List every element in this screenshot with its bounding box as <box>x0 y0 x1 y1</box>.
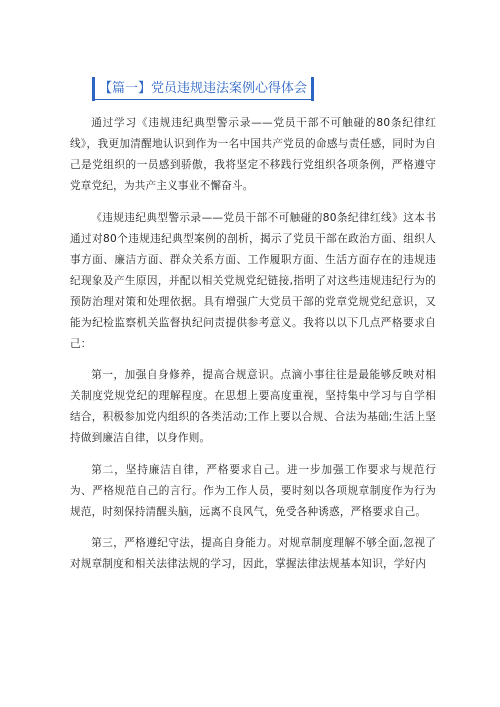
document-body <box>70 113 436 586</box>
paragraph-book-summary: 《违规违纪典型警示录——党员干部不可触碰的80条纪律红线》这本书通过对80个违规违纪典型案例的剖析，揭示了党员干部在政治方面、组织人事方面、廉洁方面、群众关系方面、工作履职方面、生活方面存在的违规违纪现象及产生原因，并配以相关党规党纪链接,指明了对这些违规违纪行为的预防治理对策和处理依据。具有增强广大党员干部的党章党规党纪意识，又能为纪检监察机关监督执纪问责提供参考意义。我将以以下几点严格要求自己： <box>70 211 436 350</box>
paragraph-intro: 通过学习《违规违纪典型警示录——党员干部不可触碰的80条纪律红线》，我更加清醒地认识到作为一名中国共产党员的命感与责任感，同时为自己是党组织的一员感到骄傲，我将坚定不移践行党组织各项条例，严格遵守党章党纪，为共产主义事业不懈奋斗。 <box>70 117 436 192</box>
paragraph-point-two: 第二，坚持廉洁自律，严格要求自己。进一步加强工作要求与规范行为、严格规范自己的言行。作为工作人员，要时刻以各项规章制度作为行为规范，时刻保持清醒头脑，远离不良风气，免受各种诱惑，严格要求自己。 <box>70 463 436 518</box>
paragraph-point-one: 第一，加强自身修养，提高合规意识。点滴小事往往是最能够反映对相关制度党规党纪的理解程度。在思想上要高度重视，坚持集中学习与自学相结合，积极参加党内组织的各类活动;工作上要以合规、合法为基础;生活上坚持做到廉洁自律，以身作则。 <box>70 369 436 444</box>
paragraph-point-three: 第三，严格遵纪守法，提高自身能力。对规章制度理解不够全面,忽视了对规章制度和相关法律法规的学习，因此，掌握法律法规基本知识，学好内 <box>70 537 436 570</box>
heading-text: 【篇一】党员违规违法案例心得体会 <box>95 79 311 100</box>
heading-right-bar <box>311 77 314 101</box>
section-heading <box>92 75 314 103</box>
